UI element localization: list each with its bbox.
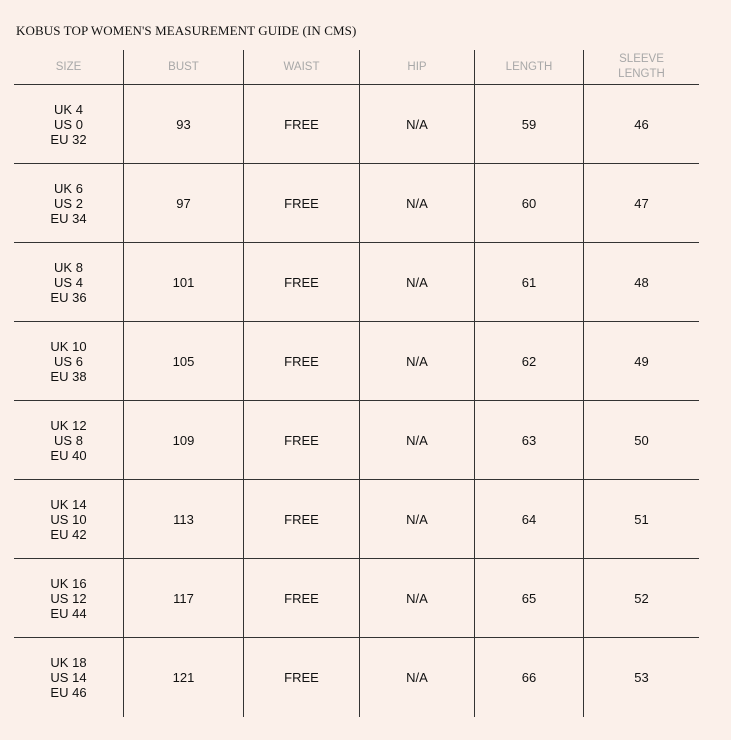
size-cell <box>14 243 124 322</box>
size-eu: EU 40 <box>50 447 87 463</box>
size-uk: UK 16 <box>50 575 87 591</box>
size-cell <box>14 638 124 717</box>
sleeve-length-cell: 49 <box>584 322 699 401</box>
sleeve-length-cell: 53 <box>634 670 649 685</box>
waist-cell: FREE <box>244 480 360 559</box>
length-cell: 65 <box>475 559 584 638</box>
size-us: US 10 <box>50 511 87 527</box>
size-us: US 0 <box>54 116 83 132</box>
size-uk: UK 6 <box>54 180 83 196</box>
size-cell <box>14 85 124 164</box>
bust-cell: 109 <box>124 401 244 480</box>
hip-cell: N/A <box>360 243 475 322</box>
size-lines <box>50 260 86 305</box>
size-us: US 8 <box>54 432 83 448</box>
waist-cell: FREE <box>244 322 360 401</box>
size-uk: UK 4 <box>54 101 83 117</box>
size-cell <box>14 322 124 401</box>
size-uk: UK 10 <box>50 338 87 354</box>
sleeve-length-cell: 46 <box>584 85 699 164</box>
size-uk: UK 12 <box>50 417 87 433</box>
waist-cell: FREE <box>244 401 360 480</box>
bust-cell: 101 <box>124 243 244 322</box>
header-sleeve-length-label: SLEEVE LENGTH <box>618 53 665 80</box>
page-title: KOBUS TOP WOMEN'S MEASUREMENT GUIDE (IN CMS) <box>16 23 357 38</box>
length-cell: 66 <box>475 638 584 717</box>
waist-cell: FREE <box>244 559 360 638</box>
length-cell: 61 <box>475 243 584 322</box>
size-cell <box>14 480 124 559</box>
bust-cell: 121 <box>124 638 244 717</box>
header-length: LENGTH <box>475 50 584 85</box>
length-cell: 60 <box>475 164 584 243</box>
header-sleeve-length <box>584 50 699 85</box>
size-eu: EU 36 <box>50 289 87 305</box>
sleeve-length-cell: 51 <box>584 480 699 559</box>
sleeve-length-cell: 50 <box>584 401 699 480</box>
length-cell: 63 <box>475 401 584 480</box>
measurement-table <box>14 50 699 717</box>
hip-cell: N/A <box>360 480 475 559</box>
size-lines <box>50 655 86 700</box>
size-uk: UK 8 <box>54 259 83 275</box>
size-eu: EU 34 <box>50 210 87 226</box>
header-size: SIZE <box>14 50 124 85</box>
sleeve-length-cell: 52 <box>584 559 699 638</box>
waist-cell: FREE <box>244 638 360 717</box>
size-eu: EU 44 <box>50 605 87 621</box>
size-uk: UK 18 <box>50 655 87 670</box>
bust-cell: 93 <box>124 85 244 164</box>
size-lines <box>50 418 86 463</box>
size-lines <box>50 576 86 621</box>
size-lines <box>50 339 86 384</box>
size-us: US 2 <box>54 195 83 211</box>
size-cell <box>14 559 124 638</box>
size-eu: EU 32 <box>50 131 87 147</box>
header-bust: BUST <box>124 50 244 85</box>
size-us: US 14 <box>50 670 87 685</box>
hip-cell: N/A <box>360 85 475 164</box>
size-eu: EU 38 <box>50 368 87 384</box>
size-uk: UK 14 <box>50 496 87 512</box>
sleeve-length-cell: 48 <box>584 243 699 322</box>
size-lines <box>50 102 86 147</box>
waist-cell: FREE <box>244 243 360 322</box>
waist-cell: FREE <box>244 164 360 243</box>
length-cell: 62 <box>475 322 584 401</box>
size-cell <box>14 164 124 243</box>
hip-cell: N/A <box>360 164 475 243</box>
size-lines <box>50 497 86 542</box>
size-us: US 4 <box>54 274 83 290</box>
hip-cell: N/A <box>360 401 475 480</box>
bust-cell: 105 <box>124 322 244 401</box>
size-eu: EU 42 <box>50 526 87 542</box>
length-cell: 64 <box>475 480 584 559</box>
hip-cell: N/A <box>360 638 475 717</box>
bust-cell: 113 <box>124 480 244 559</box>
size-cell <box>14 401 124 480</box>
size-eu: EU 46 <box>50 685 87 700</box>
size-us: US 12 <box>50 590 87 606</box>
bust-cell: 97 <box>124 164 244 243</box>
length-cell: 59 <box>475 85 584 164</box>
hip-cell: N/A <box>360 322 475 401</box>
sleeve-length-cell: 47 <box>584 164 699 243</box>
hip-cell: N/A <box>360 559 475 638</box>
size-us: US 6 <box>54 353 83 369</box>
header-waist: WAIST <box>244 50 360 85</box>
size-lines <box>50 181 86 226</box>
bust-cell: 117 <box>124 559 244 638</box>
waist-cell: FREE <box>244 85 360 164</box>
header-hip: HIP <box>360 50 475 85</box>
